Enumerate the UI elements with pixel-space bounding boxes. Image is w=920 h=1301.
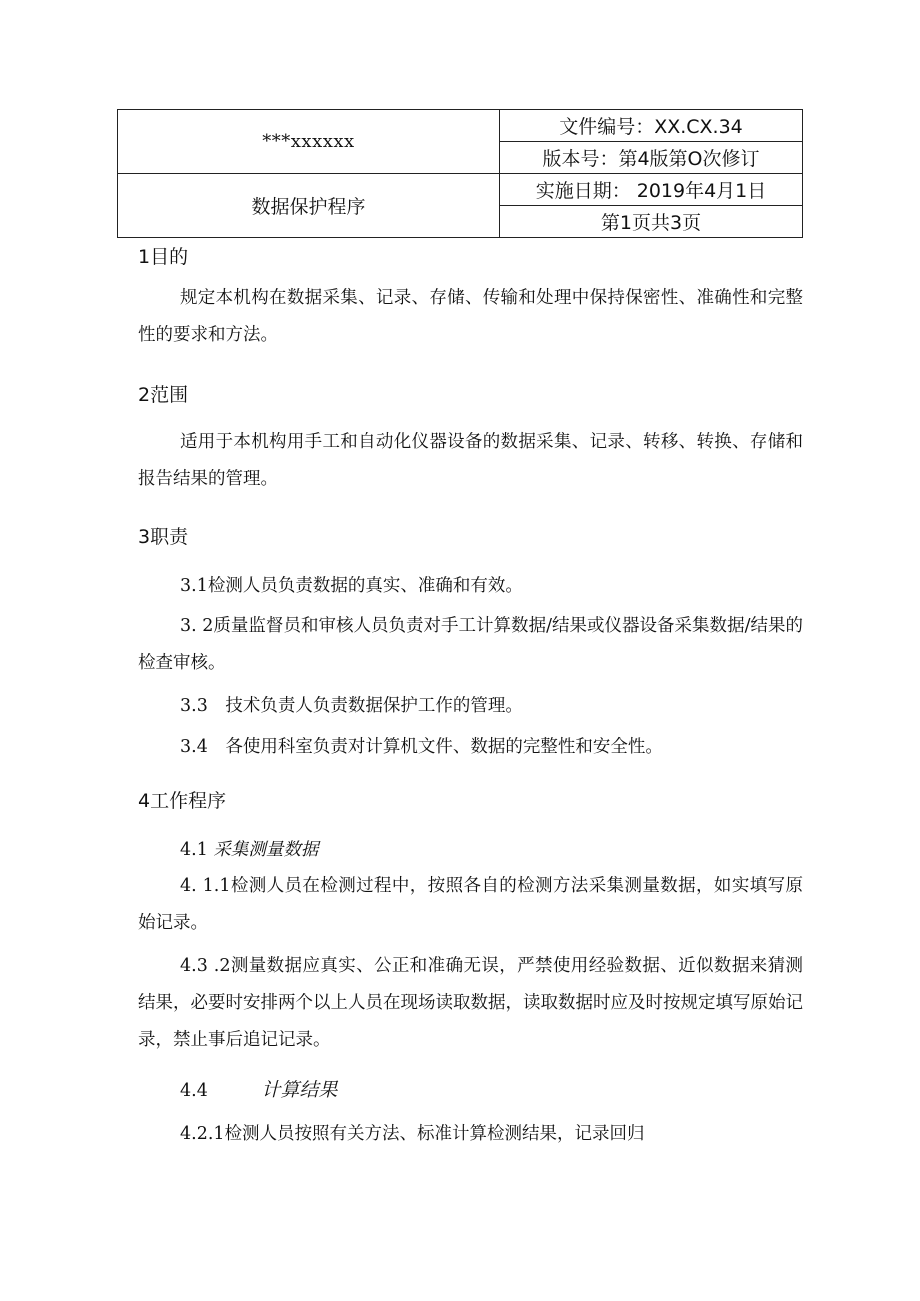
- responsibility-item: 3.1检测人员负责数据的真实、准确和有效。: [180, 576, 523, 596]
- subsection-heading: [180, 836, 318, 861]
- subsection-title: 计算结果: [261, 1079, 338, 1101]
- section-heading-responsibilities: 3职责: [138, 526, 189, 548]
- section-heading-scope: 2范围: [138, 384, 189, 406]
- subsection-heading: [180, 1075, 337, 1102]
- purpose-paragraph: 规定本机构在数据采集、记录、存储、传输和处理中保持保密性、准确性和完整性的要求和方法。: [138, 288, 803, 345]
- section-heading-purpose: 1目的: [138, 246, 189, 268]
- document-number: 文件编号：XX.CX.34: [500, 110, 803, 142]
- procedure-paragraph: 4.3 .2测量数据应真实、公正和准确无误，严禁使用经验数据、近似数据来猜测结果，必要时安排两个以上人员在现场读取数据，读取数据时应及时按规定填写原始记录，禁止事后追记记录。: [138, 956, 803, 1050]
- responsibility-item: 3.3 技术负责人负责数据保护工作的管理。: [180, 696, 523, 716]
- section-heading-procedure: 4工作程序: [138, 790, 227, 812]
- responsibility-item: 3.4 各使用科室负责对计算机文件、数据的完整性和安全性。: [180, 737, 663, 757]
- subsection-number: 4.4: [180, 1081, 208, 1101]
- document-header-table: [117, 109, 803, 238]
- document-title: 数据保护程序: [118, 174, 500, 238]
- organization-name: ***xxxxxx: [118, 110, 500, 174]
- procedure-paragraph: 4. 1.1检测人员在检测过程中，按照各自的检测方法采集测量数据，如实填写原始记录。: [138, 876, 803, 933]
- subsection-title: 采集测量数据: [213, 840, 319, 860]
- version-number: 版本号：第4版第O次修订: [500, 142, 803, 174]
- page-indicator: 第1页共3页: [500, 206, 803, 238]
- procedure-paragraph: 4.2.1检测人员按照有关方法、标准计算检测结果，记录回归: [180, 1124, 645, 1144]
- responsibility-item: 3. 2质量监督员和审核人员负责对手工计算数据/结果或仪器设备采集数据/结果的检查审核。: [138, 616, 803, 673]
- subsection-number: 4.1: [180, 840, 208, 860]
- scope-paragraph: 适用于本机构用手工和自动化仪器设备的数据采集、记录、转移、转换、存储和报告结果的管理。: [138, 432, 803, 489]
- effective-date: 实施日期： 2019年4月1日: [500, 174, 803, 206]
